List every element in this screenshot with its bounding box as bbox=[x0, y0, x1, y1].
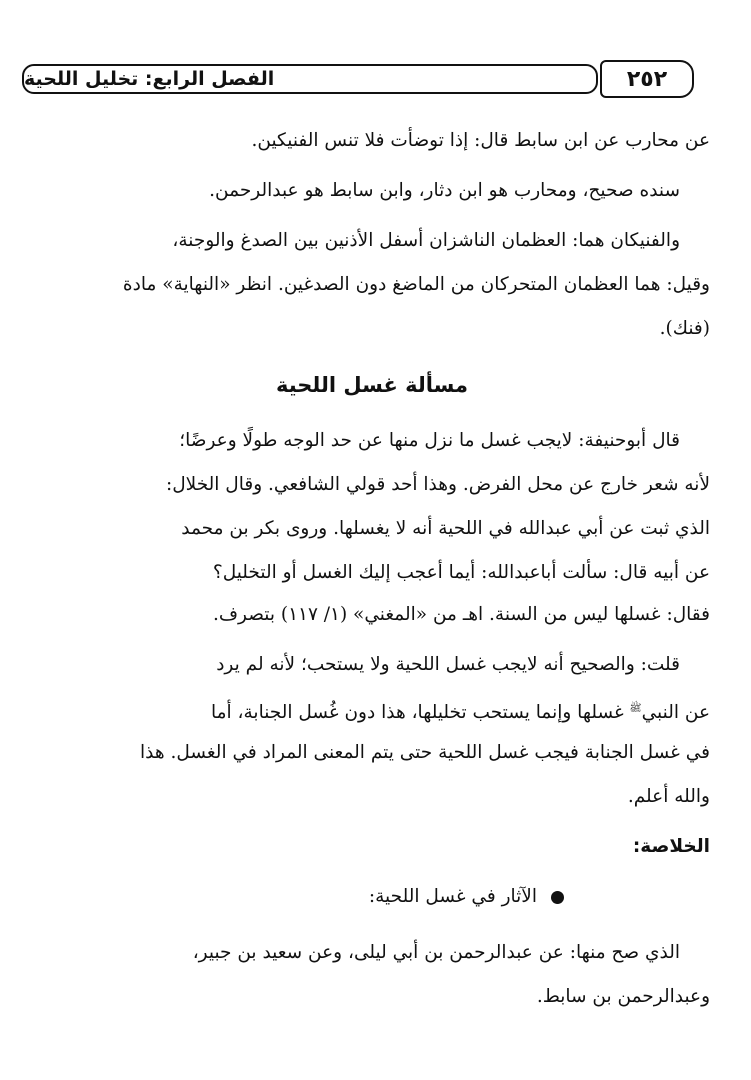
paragraph-line: سنده صحيح، ومحارب هو ابن دثار، وابن سابط هو عبدالرحمن. bbox=[209, 180, 680, 201]
bullet-text: الآثار في غسل اللحية: bbox=[368, 886, 537, 907]
chapter-title: الفصل الرابع: تخليل اللحية bbox=[24, 68, 275, 90]
bullet-item bbox=[34, 878, 710, 916]
pbuh-glyph: ﷺ bbox=[629, 703, 642, 714]
paragraph-line bbox=[34, 690, 710, 732]
paragraph-line: عن محارب عن ابن سابط قال: إذا توضأت فلا تنس الفنيكين. bbox=[251, 130, 710, 151]
paragraph-line: الذي ثبت عن أبي عبدالله في اللحية أنه لا يغسلها. وروى بكر بن محمد bbox=[181, 518, 710, 539]
summary-heading: الخلاصة: bbox=[632, 836, 710, 857]
page-number-box bbox=[600, 60, 694, 98]
paragraph-line: قال أبوحنيفة: لايجب غسل ما نزل منها عن حد الوجه طولًا وعرضًا؛ bbox=[179, 430, 680, 451]
paragraph-line: قلت: والصحيح أنه لايجب غسل اللحية ولا يستحب؛ لأنه لم يرد bbox=[216, 654, 680, 675]
paragraph-line: لأنه شعر خارج عن محل الفرض. وهذا أحد قولي الشافعي. وقال الخلال: bbox=[165, 474, 710, 495]
paragraph-line: (فنك). bbox=[659, 318, 710, 339]
bullet-dot-icon bbox=[551, 891, 564, 904]
paragraph-line: في غسل الجنابة فيجب غسل اللحية حتى يتم المعنى المراد في الغسل. هذا bbox=[140, 742, 710, 763]
paragraph-line: الذي صح منها: عن عبدالرحمن بن أبي ليلى، وعن سعيد بن جبير، bbox=[192, 942, 680, 963]
paragraph-line: عن أبيه قال: سألت أباعبدالله: أيما أعجب إليك الغسل أو التخليل؟ bbox=[212, 562, 710, 583]
chapter-title-box bbox=[22, 64, 598, 94]
page-number: ٢٥٢ bbox=[626, 66, 668, 92]
paragraph-line: فقال: غسلها ليس من السنة. اهـ من «المغني» (١/ ١١٧) بتصرف. bbox=[212, 604, 710, 625]
paragraph-line: والله أعلم. bbox=[627, 786, 710, 807]
running-header bbox=[22, 60, 694, 104]
paragraph-line: والفنيكان هما: العظمان الناشزان أسفل الأذنين بين الصدغ والوجنة، bbox=[172, 230, 680, 251]
paragraph-line: وقيل: هما العظمان المتحركان من الماضغ دون الصدغين. انظر «النهاية» مادة bbox=[122, 274, 710, 295]
paragraph-fragment: عن النبي bbox=[641, 702, 710, 724]
section-title: مسألة غسل اللحية bbox=[275, 373, 469, 397]
paragraph-line: وعبدالرحمن بن سابط. bbox=[536, 986, 710, 1007]
paragraph-fragment: غسلها وإنما يستحب تخليلها، هذا دون غُسل الجنابة، أما bbox=[210, 702, 630, 724]
